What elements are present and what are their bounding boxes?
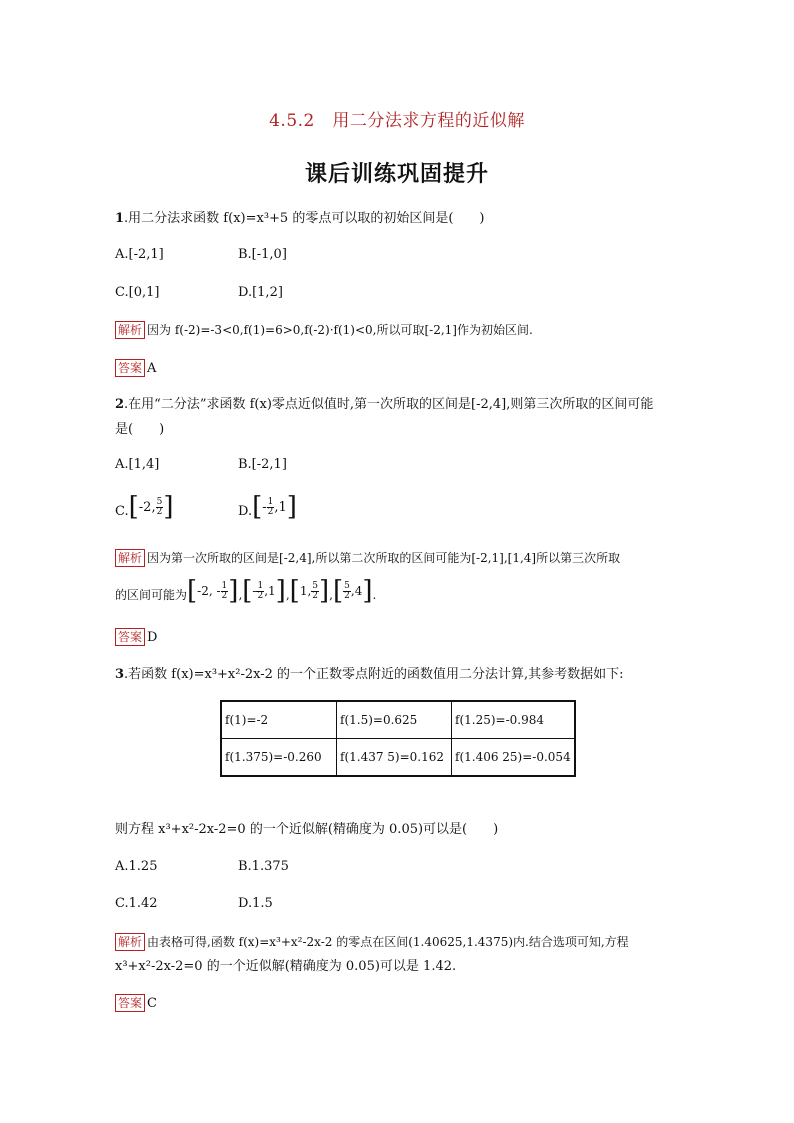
- question-text: .在用“二分法”求函数 f(x)零点近似值时,第一次所取的区间是[-2,4],则第三次所取的区间可能: [124, 397, 654, 412]
- analysis-intervals: [187, 576, 377, 606]
- analysis-interval: [332, 576, 373, 606]
- option-b: B.1.375: [238, 859, 289, 874]
- analysis-1: [115, 321, 533, 340]
- interval-separator: ,: [238, 588, 243, 602]
- option-b: B.[-2,1]: [238, 457, 287, 472]
- interval-separator: ,: [285, 588, 290, 602]
- question-2-line2: 是( ): [115, 422, 165, 437]
- table-row: [221, 739, 575, 777]
- interval-left: 1,: [299, 584, 312, 598]
- fraction: [267, 498, 275, 517]
- question-number: 2: [115, 397, 125, 412]
- numerator: 5: [344, 580, 350, 591]
- denominator: 2: [257, 590, 264, 601]
- answer-tag: 答案: [115, 994, 145, 1012]
- option-d: D.[1,2]: [238, 285, 283, 300]
- interval-left: -: [252, 584, 257, 598]
- right-bracket-glyph: ]: [275, 576, 286, 606]
- analysis-3: [115, 933, 629, 952]
- interval-left: -2, -: [197, 584, 221, 598]
- right-bracket-glyph: ]: [163, 492, 174, 522]
- interval-left: -2,: [138, 499, 156, 515]
- denominator: 2: [344, 590, 350, 601]
- left-bracket-glyph: [: [252, 492, 263, 522]
- analysis-text: 的区间可能为: [115, 588, 188, 602]
- numerator: 1: [257, 580, 264, 591]
- option-a: A.[-2,1]: [115, 247, 164, 262]
- option-d: [238, 492, 297, 522]
- analysis-tag: 解析: [115, 321, 145, 339]
- denominator: 2: [267, 506, 274, 517]
- analysis-interval: [187, 576, 239, 606]
- question-number: 3: [115, 667, 125, 682]
- denominator: 2: [221, 590, 228, 601]
- page-title: 课后训练巩固提升: [304, 161, 489, 187]
- table-cell: f(1.25)=-0.984: [452, 701, 575, 739]
- answer-3: [115, 994, 157, 1013]
- question-number: 1: [115, 211, 125, 226]
- answer-1: [115, 359, 156, 378]
- interval-separator: ,: [329, 588, 333, 602]
- interval-right: ,4: [350, 584, 363, 598]
- analysis-tag: 解析: [115, 549, 145, 567]
- numerator: 5: [312, 580, 318, 591]
- numerator: 1: [267, 496, 274, 507]
- left-bracket-glyph: [: [242, 576, 253, 606]
- table-cell: f(1.5)=0.625: [337, 701, 452, 739]
- fraction: [343, 582, 351, 601]
- left-bracket-glyph: [: [128, 492, 139, 522]
- question-text: .若函数 f(x)=x³+x²-2x-2 的一个正数零点附近的函数值用二分法计算,其参考数据如下:: [124, 667, 624, 682]
- analysis-2-line2: [115, 576, 377, 606]
- interval-right: ,1: [274, 499, 287, 515]
- analysis-text: 因为第一次所取的区间是[-2,4],所以第二次所取的区间可能为[-2,1],[1,4]所以第三次所取: [147, 551, 621, 565]
- table-row: [221, 701, 575, 739]
- question-3: [115, 666, 624, 684]
- answer-tag: 答案: [115, 359, 145, 377]
- answer-text: A: [147, 361, 157, 376]
- fraction: [311, 582, 319, 601]
- left-bracket-glyph: [: [187, 576, 198, 606]
- table-cell: f(1.437 5)=0.162: [337, 739, 452, 777]
- table-cell: f(1.406 25)=-0.054: [452, 739, 575, 777]
- right-bracket-glyph: ]: [362, 576, 373, 606]
- analysis-text: 由表格可得,函数 f(x)=x³+x²-2x-2 的零点在区间(1.40625,1.4375)内.结合选项可知,方程: [147, 935, 629, 949]
- option-b: B.[-1,0]: [238, 247, 287, 262]
- right-bracket-glyph: ]: [228, 576, 239, 606]
- fraction: [256, 582, 264, 601]
- right-bracket-glyph: ]: [319, 576, 330, 606]
- answer-text: C: [147, 996, 157, 1011]
- interval-separator: .: [372, 588, 377, 602]
- denominator: 2: [156, 506, 163, 517]
- left-bracket-glyph: [: [332, 576, 344, 606]
- analysis-tag: 解析: [115, 933, 145, 951]
- left-bracket-glyph: [: [289, 576, 300, 606]
- denominator: 2: [312, 590, 318, 601]
- option-c: C.1.42: [115, 896, 158, 911]
- option-a: A.[1,4]: [115, 457, 160, 472]
- option-a: A.1.25: [115, 859, 158, 874]
- answer-text: D: [147, 630, 158, 645]
- question-1: [115, 210, 484, 228]
- analysis-interval: [289, 576, 330, 606]
- table-cell: f(1.375)=-0.260: [221, 739, 337, 777]
- answer-tag: 答案: [115, 628, 145, 646]
- option-label: C.: [115, 504, 129, 519]
- option-d: D.1.5: [238, 896, 273, 911]
- section-title: 4.5.2 用二分法求方程的近似解: [269, 111, 525, 131]
- reference-data-table: [220, 700, 576, 777]
- analysis-3-line2: x³+x²-2x-2=0 的一个近似解(精确度为 0.05)可以是 1.42.: [115, 959, 457, 974]
- numerator: 1: [221, 580, 228, 591]
- interval-right: ,1: [264, 584, 276, 598]
- fraction: [221, 582, 229, 601]
- option-c: C.[0,1]: [115, 285, 160, 300]
- fraction: [156, 498, 164, 517]
- question-3-prompt: 则方程 x³+x²-2x-2=0 的一个近似解(精确度为 0.05)可以是( ): [115, 822, 499, 837]
- question-2: [115, 396, 653, 414]
- interval-left: -: [262, 499, 267, 515]
- right-bracket-glyph: ]: [286, 492, 297, 522]
- table-cell: f(1)=-2: [221, 701, 337, 739]
- option-label: D.: [238, 504, 253, 519]
- analysis-2: [115, 549, 620, 568]
- answer-2: [115, 628, 157, 647]
- analysis-text: 因为 f(-2)=-3<0,f(1)=6>0,f(-2)·f(1)<0,所以可取[-2,1]作为初始区间.: [147, 323, 533, 337]
- option-c: [115, 492, 174, 522]
- analysis-interval: [242, 576, 286, 606]
- numerator: 5: [156, 496, 163, 507]
- question-text: .用二分法求函数 f(x)=x³+5 的零点可以取的初始区间是( ): [124, 211, 485, 226]
